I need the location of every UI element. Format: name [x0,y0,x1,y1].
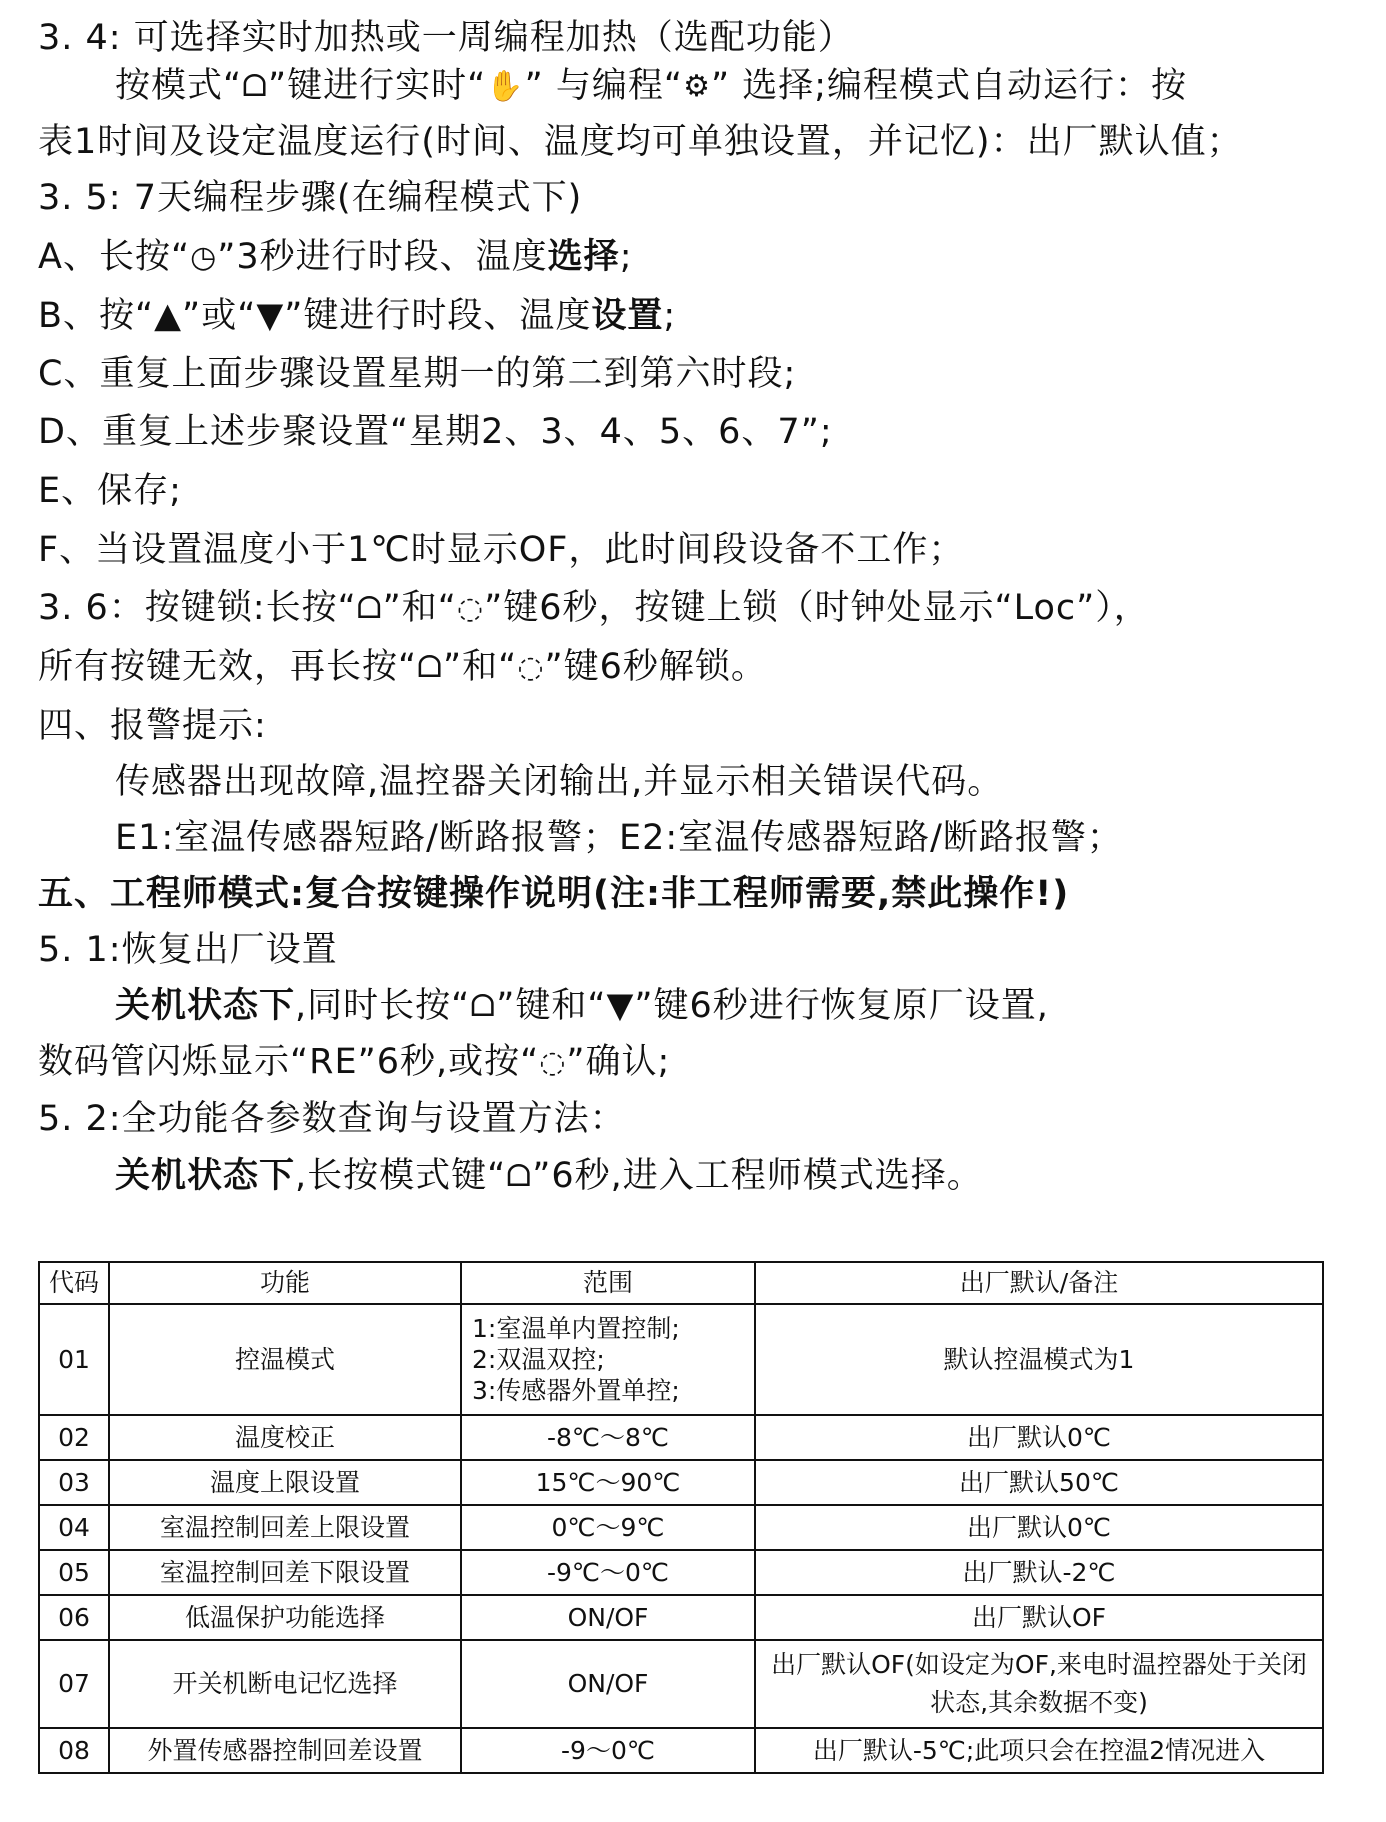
row-note: 出厂默认-2℃ [755,1550,1323,1595]
row-note: 出厂默认50℃ [755,1460,1323,1505]
row-function: 温度校正 [109,1415,461,1460]
section-3-4-line-3: 表1时间及设定温度运行(时间、温度均可单独设置，并记忆)：出厂默认值； [38,122,1243,162]
section-3-6-line-2: 所有按键无效，再长按“ᗝ”和“◌”键6秒解锁。 [38,647,767,687]
row-note: 出厂默认0℃ [755,1505,1323,1550]
row-note: 出厂默认OF [755,1595,1323,1640]
section-5-2-title: 5. 2:全功能各参数查询与设置方法： [38,1099,626,1139]
mode-key-icon: ᗝ [417,650,444,685]
row-function: 开关机断电记忆选择 [109,1640,461,1728]
section-5-1-title: 5. 1:恢复出厂设置 [38,930,338,970]
section-5-1-line-2: 数码管闪烁显示“RE”6秒,或按“◌”确认; [38,1042,671,1082]
program-icon: ⚙ [683,69,711,104]
section-3-5-title: 3. 5: 7天编程步骤(在编程模式下) [38,178,583,218]
row-range: ON/OF [461,1595,755,1640]
table-row [39,1505,1323,1550]
mode-key-icon: ᗝ [356,591,383,626]
row-code: 05 [39,1550,109,1595]
section-3-4-title: 3. 4: 可选择实时加热或一周编程加热（选配功能） [38,18,854,58]
section-3-6-line-1: 3. 6：按键锁:长按“ᗝ”和“◌”键6秒，按键上锁（时钟处显示“Loc”）， [38,588,1150,628]
row-code: 03 [39,1460,109,1505]
section-5-title: 五、工程师模式:复合按键操作说明(注:非工程师需要,禁此操作!) [38,874,1070,914]
engineer-parameter-table [38,1261,1324,1774]
table-row [39,1460,1323,1505]
header-range: 范围 [461,1262,755,1304]
row-range: -8℃～8℃ [461,1415,755,1460]
row-code: 06 [39,1595,109,1640]
section-5-1-line-1: 关机状态下,同时长按“ᗝ”键和“▼”键6秒进行恢复原厂设置, [115,986,1049,1026]
row-note: 出厂默认0℃ [755,1415,1323,1460]
row-function: 外置传感器控制回差设置 [109,1728,461,1773]
table-row [39,1415,1323,1460]
row-range: 0℃～9℃ [461,1505,755,1550]
power-icon: ◌ [517,650,545,685]
step-b: B、按“▲”或“▼”键进行时段、温度设置; [38,296,677,336]
header-function: 功能 [109,1262,461,1304]
row-note: 默认控温模式为1 [755,1304,1323,1415]
row-code: 01 [39,1304,109,1415]
header-code: 代码 [39,1262,109,1304]
range-option: 2:双温双控; [472,1345,605,1374]
row-range: 15℃～90℃ [461,1460,755,1505]
row-code: 07 [39,1640,109,1728]
row-function: 控温模式 [109,1304,461,1415]
clock-icon: ◷ [190,240,218,275]
table-row [39,1640,1323,1728]
row-code: 04 [39,1505,109,1550]
section-4-line-1: 传感器出现故障,温控器关闭输出,并显示相关错误代码。 [115,762,1004,802]
range-option: 3:传感器外置单控; [472,1376,680,1405]
row-function: 室温控制回差上限设置 [109,1505,461,1550]
row-code: 08 [39,1728,109,1773]
step-d: D、重复上述步聚设置“星期2、3、4、5、6、7”; [38,412,833,452]
row-range: -9～0℃ [461,1728,755,1773]
mode-key-icon: ᗝ [470,989,497,1024]
table-row [39,1550,1323,1595]
hand-icon: ✋ [486,69,525,104]
row-range: ON/OF [461,1640,755,1728]
mode-key-icon: ᗝ [506,1159,533,1194]
row-code: 02 [39,1415,109,1460]
power-icon: ◌ [539,1045,567,1080]
section-5-2-line-1: 关机状态下,长按模式键“ᗝ”6秒,进入工程师模式选择。 [115,1156,983,1196]
power-icon: ◌ [456,591,485,626]
table-row [39,1304,1323,1415]
row-range [461,1304,755,1415]
section-4-line-2: E1:室温传感器短路/断路报警；E2:室温传感器短路/断路报警； [115,818,1123,858]
row-note: 出厂默认-5℃;此项只会在控温2情况进入 [755,1728,1323,1773]
step-e: E、保存; [38,471,182,511]
table-row [39,1595,1323,1640]
range-option: 1:室温单内置控制; [472,1314,680,1343]
step-c: C、重复上面步骤设置星期一的第二到第六时段; [38,354,797,394]
table-header-row [39,1262,1323,1304]
row-function: 低温保护功能选择 [109,1595,461,1640]
step-a: A、长按“◷”3秒进行时段、温度选择; [38,237,633,277]
table-row [39,1728,1323,1773]
header-default: 出厂默认/备注 [755,1262,1323,1304]
row-function: 室温控制回差下限设置 [109,1550,461,1595]
section-4-title: 四、报警提示: [38,706,267,746]
step-f: F、当设置温度小于1℃时显示OF，此时间段设备不工作； [38,530,965,570]
section-3-4-line-2: 按模式“ᗝ”键进行实时“✋” 与编程“⚙” 选择;编程模式自动运行：按 [115,66,1188,106]
mode-key-icon: ᗝ [242,69,269,104]
row-range: -9℃～0℃ [461,1550,755,1595]
row-function: 温度上限设置 [109,1460,461,1505]
row-note: 出厂默认OF(如设定为OF,来电时温控器处于关闭状态,其余数据不变) [755,1640,1323,1728]
